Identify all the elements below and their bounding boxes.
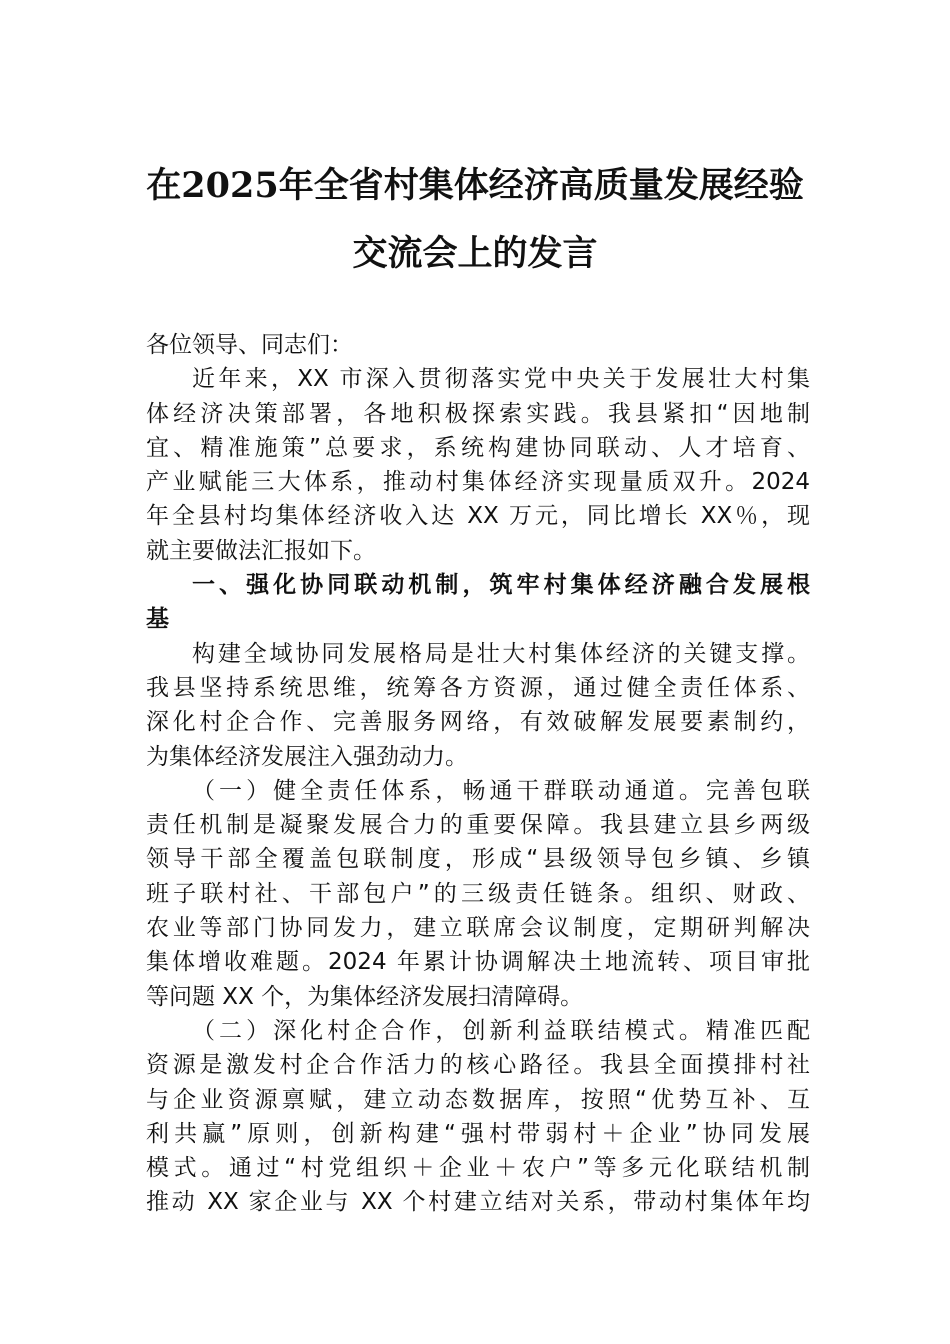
paragraph-line: 产业赋能三大体系，推动村集体经济实现量质双升。2024 (146, 469, 810, 496)
document-title-line-2: 交流会上的发言 (352, 233, 598, 274)
paragraph-line: 就主要做法汇报如下。 (146, 537, 376, 564)
paragraph-line: 模式。通过“村党组织＋企业＋农户”等多元化联结机制 (146, 1155, 810, 1182)
paragraph-line: 利共赢”原则，创新构建“强村带弱村＋企业”协同发展 (146, 1120, 810, 1147)
paragraph-line: 班子联村社、干部包户”的三级责任链条。组织、财政、 (146, 880, 810, 907)
section-heading-line: 基 (146, 606, 169, 633)
paragraph-line: 近年来，XX 市深入贯彻落实党中央关于发展壮大村集 (192, 366, 810, 393)
paragraph-line: 集体增收难题。2024 年累计协调解决土地流转、项目审批 (146, 949, 810, 976)
paragraph-line: 体经济决策部署，各地积极探索实践。我县紧扣“因地制 (146, 400, 810, 427)
paragraph-line: 构建全域协同发展格局是壮大村集体经济的关键支撑。 (192, 640, 810, 667)
paragraph-line: 资源是激发村企合作活力的核心路径。我县全面摸排村社 (146, 1052, 810, 1079)
paragraph-line: 年全县村均集体经济收入达 XX 万元，同比增长 XX％，现 (146, 503, 810, 530)
paragraph-line: 等问题 XX 个，为集体经济发展扫清障碍。 (146, 983, 584, 1010)
section-heading-line: 一、强化协同联动机制，筑牢村集体经济融合发展根 (192, 572, 810, 599)
document-body (146, 328, 810, 1220)
paragraph-line: （一）健全责任体系，畅通干群联动通道。完善包联 (192, 777, 810, 804)
paragraph-line: 农业等部门协同发力，建立联席会议制度，定期研判解决 (146, 915, 810, 942)
paragraph-line: 宜、精准施策”总要求，系统构建协同联动、人才培育、 (146, 434, 810, 461)
paragraph-line: 责任机制是凝聚发展合力的重要保障。我县建立县乡两级 (146, 812, 810, 839)
paragraph-line: 深化村企合作、完善服务网络，有效破解发展要素制约， (146, 709, 810, 736)
document-title-line-1: 在2025年全省村集体经济高质量发展经验 (146, 165, 804, 206)
paragraph-line: 我县坚持系统思维，统筹各方资源，通过健全责任体系、 (146, 674, 810, 701)
paragraph-line: 领导干部全覆盖包联制度，形成“县级领导包乡镇、乡镇 (146, 846, 810, 873)
paragraph-line: 各位领导、同志们： (146, 332, 353, 358)
paragraph-line: 为集体经济发展注入强劲动力。 (146, 743, 468, 770)
paragraph-line: 推动 XX 家企业与 XX 个村建立结对关系，带动村集体年均 (146, 1189, 810, 1216)
paragraph-line: （二）深化村企合作，创新利益联结模式。精准匹配 (192, 1017, 810, 1044)
paragraph-line: 与企业资源禀赋，建立动态数据库，按照“优势互补、互 (146, 1086, 810, 1113)
